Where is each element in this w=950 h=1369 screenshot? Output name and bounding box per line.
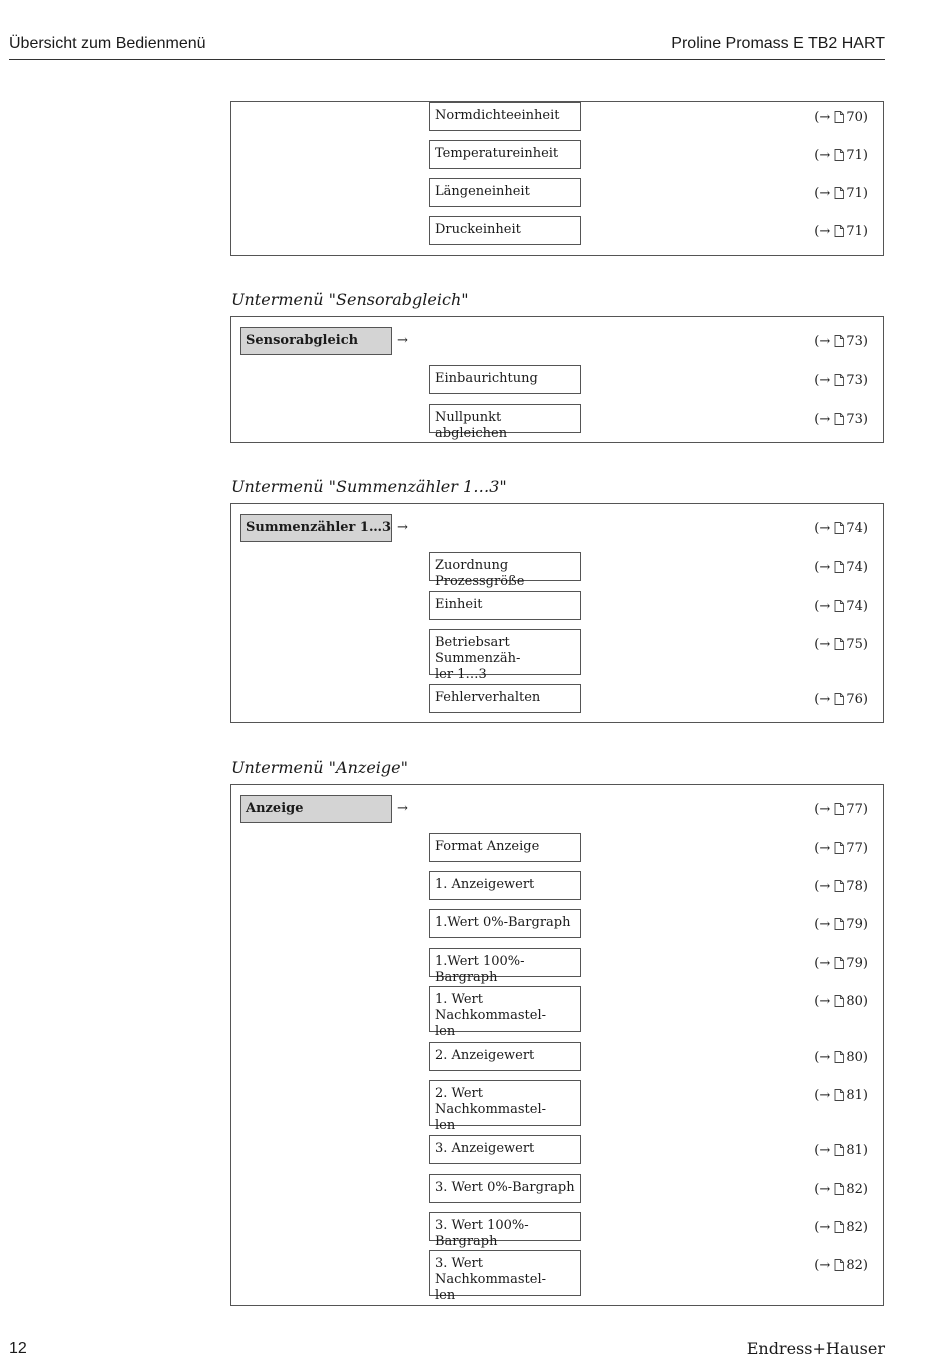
ref-close: ) [862,110,868,125]
page-reference [814,1253,868,1274]
ref-close: ) [862,879,868,894]
page-reference [814,1177,868,1198]
ref-page: 73 [846,412,863,427]
ref-close: ) [862,1258,868,1273]
page-reference [814,912,868,933]
page-icon [834,995,844,1007]
page-reference [814,105,868,126]
ref-open: (→ [814,148,835,163]
page-reference [814,874,868,895]
ref-page: 82 [846,1220,863,1235]
ref-open: (→ [814,1050,835,1065]
page-icon [834,187,844,199]
header-section-title: Übersicht zum Bedienmenü [9,35,206,52]
submenu-anzeige: Anzeige [240,795,392,823]
ref-open: (→ [814,599,835,614]
ref-open: (→ [814,224,835,239]
ref-page: 74 [846,560,863,575]
header-rule [9,59,885,60]
ref-page: 70 [846,110,863,125]
ref-open: (→ [814,1088,835,1103]
menu-item-1-wert-0-bargraph: 1.Wert 0%-Bargraph [429,909,581,938]
ref-open: (→ [814,1220,835,1235]
arrow-icon: → [397,801,408,816]
page-reference [814,329,868,350]
page-reference [814,516,868,537]
ref-close: ) [862,373,868,388]
ref-page: 71 [846,148,863,163]
ref-close: ) [862,994,868,1009]
ref-close: ) [862,956,868,971]
ref-page: 80 [846,1050,863,1065]
submenu-title-anzeige: Untermenü "Anzeige" [231,758,408,777]
ref-page: 79 [846,956,863,971]
menu-item-3-wert-0-bargraph: 3. Wert 0%-Bargraph [429,1174,581,1203]
page-reference [814,594,868,615]
page-reference [814,181,868,202]
page-icon [834,561,844,573]
ref-page: 81 [846,1088,863,1103]
ref-page: 73 [846,334,863,349]
menu-item-laengeneinheit: Längeneinheit [429,178,581,207]
page-icon [834,374,844,386]
submenu-summenzaehler: Summenzähler 1…3 [240,514,392,542]
page-reference [814,1045,868,1066]
page-icon [834,111,844,123]
page-reference [814,143,868,164]
ref-close: ) [862,1182,868,1197]
page-reference [814,407,868,428]
ref-page: 82 [846,1258,863,1273]
page-reference [814,797,868,818]
menu-item-3-wert-100-bargraph: 3. Wert 100%-Bargraph [429,1212,581,1241]
ref-open: (→ [814,373,835,388]
ref-open: (→ [814,334,835,349]
ref-open: (→ [814,560,835,575]
menu-item-temperatureinheit: Temperatureinheit [429,140,581,169]
menu-item-fehlerverhalten: Fehlerverhalten [429,684,581,713]
submenu-sensorabgleich: Sensorabgleich [240,327,392,355]
ref-open: (→ [814,879,835,894]
menu-item-2-wert-nachkommastellen: 2. Wert Nachkommastel- len [429,1080,581,1126]
page-icon [834,693,844,705]
page-icon [834,1089,844,1101]
ref-open: (→ [814,521,835,536]
anzeige-panel [230,784,884,1306]
sensorabgleich-panel [230,316,884,443]
units-panel [230,101,884,256]
ref-close: ) [862,521,868,536]
ref-page: 77 [846,802,863,817]
page-icon [834,225,844,237]
ref-open: (→ [814,1182,835,1197]
page-icon [834,638,844,650]
menu-item-1-anzeigewert: 1. Anzeigewert [429,871,581,900]
ref-open: (→ [814,412,835,427]
page-icon [834,1183,844,1195]
ref-close: ) [862,186,868,201]
page-icon [834,880,844,892]
ref-open: (→ [814,802,835,817]
page-icon [834,1051,844,1063]
ref-open: (→ [814,956,835,971]
page-reference [814,687,868,708]
ref-close: ) [862,412,868,427]
ref-close: ) [862,599,868,614]
ref-open: (→ [814,186,835,201]
page-icon [834,149,844,161]
ref-close: ) [862,802,868,817]
ref-open: (→ [814,692,835,707]
page-reference [814,632,868,653]
page-reference [814,836,868,857]
ref-page: 75 [846,637,863,652]
ref-close: ) [862,1143,868,1158]
ref-close: ) [862,1050,868,1065]
menu-item-format-anzeige: Format Anzeige [429,833,581,862]
ref-page: 71 [846,224,863,239]
ref-page: 76 [846,692,863,707]
page-reference [814,1215,868,1236]
ref-page: 80 [846,994,863,1009]
menu-item-1-wert-nachkommastellen: 1. Wert Nachkommastel- len [429,986,581,1032]
submenu-title-summenzaehler: Untermenü "Summenzähler 1…3" [231,477,507,496]
ref-open: (→ [814,110,835,125]
ref-open: (→ [814,1143,835,1158]
ref-close: ) [862,692,868,707]
ref-close: ) [862,334,868,349]
menu-item-3-wert-nachkommastellen: 3. Wert Nachkommastel- len [429,1250,581,1296]
ref-close: ) [862,841,868,856]
arrow-icon: → [397,333,408,348]
summenzaehler-panel [230,503,884,723]
ref-page: 78 [846,879,863,894]
page-reference [814,1138,868,1159]
menu-item-normdichteeinheit: Normdichteeinheit [429,102,581,131]
page-icon [834,842,844,854]
page-icon [834,1144,844,1156]
page-icon [834,918,844,930]
ref-page: 73 [846,373,863,388]
page-reference [814,989,868,1010]
ref-close: ) [862,637,868,652]
page-icon [834,600,844,612]
ref-open: (→ [814,917,835,932]
ref-open: (→ [814,994,835,1009]
ref-close: ) [862,148,868,163]
brand-name: Endress+Hauser [746,1339,885,1358]
page-reference [814,951,868,972]
page-reference [814,555,868,576]
menu-item-einheit: Einheit [429,591,581,620]
ref-page: 71 [846,186,863,201]
ref-open: (→ [814,637,835,652]
page-icon [834,413,844,425]
arrow-icon: → [397,520,408,535]
ref-close: ) [862,1088,868,1103]
ref-close: ) [862,917,868,932]
ref-close: ) [862,224,868,239]
submenu-title-sensorabgleich: Untermenü "Sensorabgleich" [231,290,469,309]
menu-item-einbaurichtung: Einbaurichtung [429,365,581,394]
header-product-name: Proline Promass E TB2 HART [671,35,885,52]
page-reference [814,219,868,240]
ref-page: 82 [846,1182,863,1197]
page-icon [834,803,844,815]
page-icon [834,1221,844,1233]
ref-close: ) [862,560,868,575]
menu-item-druckeinheit: Druckeinheit [429,216,581,245]
ref-page: 77 [846,841,863,856]
ref-page: 74 [846,599,863,614]
menu-item-zuordnung-prozessgroesse: Zuordnung Prozessgröße [429,552,581,581]
menu-item-nullpunkt-abgleichen: Nullpunkt abgleichen [429,404,581,433]
ref-open: (→ [814,841,835,856]
menu-item-2-anzeigewert: 2. Anzeigewert [429,1042,581,1071]
ref-page: 79 [846,917,863,932]
ref-page: 74 [846,521,863,536]
page-number: 12 [9,1340,27,1357]
page-reference [814,1083,868,1104]
page-reference [814,368,868,389]
ref-close: ) [862,1220,868,1235]
menu-item-3-anzeigewert: 3. Anzeigewert [429,1135,581,1164]
ref-open: (→ [814,1258,835,1273]
menu-item-betriebsart-summenzaehler: Betriebsart Summenzäh- ler 1…3 [429,629,581,675]
ref-page: 81 [846,1143,863,1158]
menu-item-1-wert-100-bargraph: 1.Wert 100%-Bargraph [429,948,581,977]
page-icon [834,1259,844,1271]
page-icon [834,522,844,534]
page-icon [834,957,844,969]
page-icon [834,335,844,347]
